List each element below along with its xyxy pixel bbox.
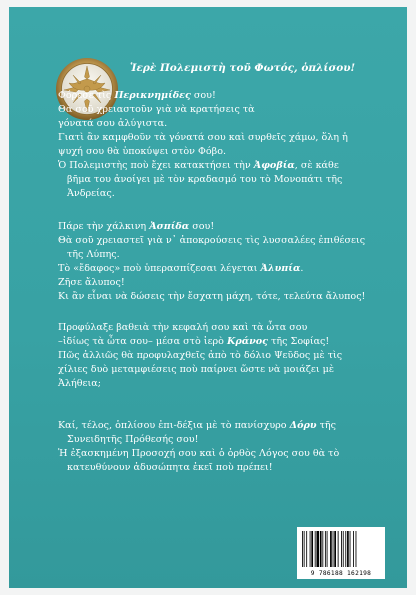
text-line: Θὰ σοῦ χρειαστεῖ γιὰ ν᾽ ἀποκρούσεις τὶς λυσσαλέες ἐπιθέσεις xyxy=(58,235,366,246)
section-shield xyxy=(58,220,398,304)
cover-heading: Ἱερὲ Πολεμιστὴ τοῦ Φωτός, ὁπλίσου! xyxy=(130,62,356,74)
section-helmet xyxy=(58,321,398,391)
text-line: Τὸ «ἔδαφος» ποὺ ὑπερασπίζεσαι λέγεται Ἀλυπία. xyxy=(58,263,304,274)
text-line: Καί, τέλος, ὁπλίσου ἐπι-δέξια μὲ τὸ πανίσχυρο Δόρυ τῆς xyxy=(58,420,336,431)
text-line: Πάρε τὴν χάλκινη Ἀσπίδα σου! xyxy=(58,221,215,232)
text-line: Ὁ Πολεμιστὴς ποὺ ἔχει κατακτήσει τὴν Ἀφοβία, σὲ κάθε xyxy=(58,160,339,171)
text-line: Συνειδητῆς Πρόθεσής σου! xyxy=(67,434,199,445)
back-cover xyxy=(9,7,407,588)
text-line: Κι ἂν εἶναι νὰ δώσεις τὴν ἔσχατη μάχη, τότε, τελεύτα ἄλυπος! xyxy=(58,291,366,302)
isbn-barcode xyxy=(297,527,385,579)
text-line: Ζῆσε ἄλυπος! xyxy=(58,277,125,288)
section-spear xyxy=(58,419,398,475)
text-line: Ἡ ἐξασκημένη Προσοχή σου καὶ ὁ ὀρθὸς Λόγος σου θὰ τὸ xyxy=(58,448,340,459)
barcode-bars-icon xyxy=(302,531,380,567)
text-line: Θὰ σοῦ χρειαστοῦν γιὰ νὰ κρατήσεις τὰ xyxy=(58,104,255,115)
text-line: Προφύλαξε βαθειὰ τὴν κεφαλή σου καὶ τὰ ὦτα σου xyxy=(58,322,308,333)
text-line: γόνατά σου ἀλύγιστα. xyxy=(58,118,168,129)
text-line: τῆς Λύπης. xyxy=(67,249,120,260)
text-line: Γιατὶ ἂν καμφθοῦν τὰ γόνατά σου καὶ συρθεῖς χάμω, ὅλη ἡ xyxy=(58,132,348,143)
text-line: –ἰδίως τὰ ὦτα σου– μέσα στὸ ἱερὸ Κράνος τῆς Σοφίας! xyxy=(58,336,330,347)
section-greaves xyxy=(58,89,398,201)
text-line: Ἀνδρείας. xyxy=(67,188,115,199)
text-line: χίλιες δυὸ μεταμφιέσεις ποὺ παίρνει ὥστε νὰ μοιάζει μὲ xyxy=(58,364,335,375)
barcode-number: 9 786188 162198 xyxy=(310,570,372,577)
text-line: κατευθύνουν ἀδυσώπητα ἐκεῖ ποὺ πρέπει! xyxy=(67,462,273,473)
text-line: Φόρεσε τὶς Περικνημίδες σου! xyxy=(58,90,216,101)
text-line: ψυχή σου θὰ ὑποκύψει στὸν Φόβο. xyxy=(58,146,227,157)
text-line: Ἀλήθεια; xyxy=(58,378,101,389)
text-line: βῆμα του ἀνοίγει μὲ τὸν κραδασμό του τὸ Μονοπάτι τῆς xyxy=(67,174,343,185)
text-line: Πῶς ἀλλιῶς θὰ προφυλαχθεῖς ἀπὸ τὸ δόλιο Ψεῦδος μὲ τὶς xyxy=(58,350,343,361)
